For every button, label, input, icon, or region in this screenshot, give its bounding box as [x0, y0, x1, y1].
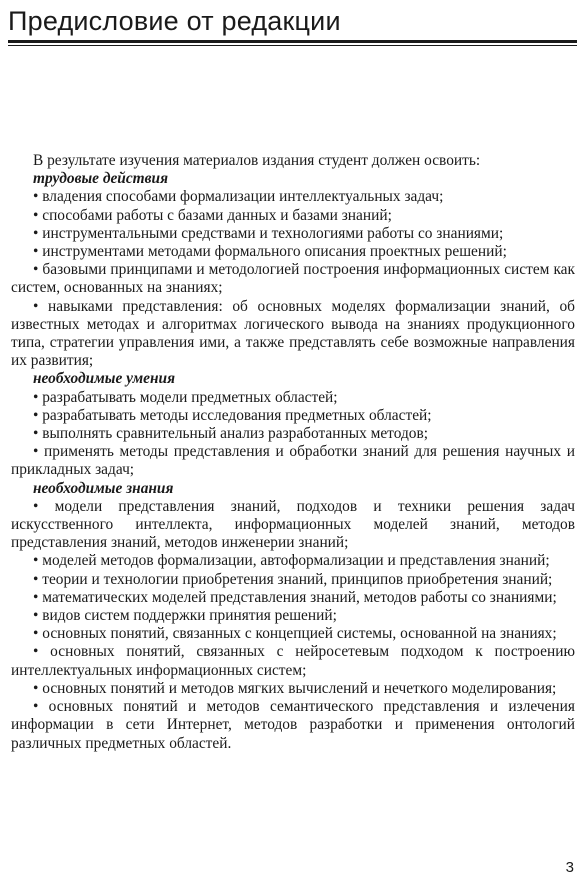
body-text — [11, 152, 575, 753]
intro-paragraph: В результате изучения материалов издания студент должен освоить: — [33, 152, 481, 169]
list-item: • способами работы с базами данных и базами знаний; — [33, 206, 392, 224]
list-item: • теории и технологии приобретения знаний, принципов приобретения знаний; — [33, 570, 553, 588]
page-title: Предисловие от редакции — [8, 6, 341, 36]
list-item: • инструментами методами формального описания проектных решений; — [33, 243, 507, 261]
list-item: • основных понятий и методов мягких вычислений и нечеткого моделирования; — [33, 679, 557, 697]
list-item: • модели представления знаний, подходов и техники решения задач искусственного интеллекта, информационных моделей знаний, методов представления знаний, методов инженерии знаний; — [11, 497, 575, 552]
list-item: • разрабатывать модели предметных областей; — [33, 388, 338, 406]
list-item: • навыками представления: об основных моделях формализации знаний, об известных методах и алгоритмах логического вывода на знаниях продукционного типа, стратегии управления ими, а также представлять себе возможные направления их развития; — [11, 297, 575, 370]
list-item: • владения способами формализации интеллектуальных задач; — [33, 188, 444, 206]
section-heading: необходимые знания — [33, 479, 174, 497]
list-item: • выполнять сравнительный анализ разработанных методов; — [33, 425, 429, 443]
list-item: • базовыми принципами и методологией построения информационных систем как систем, основанных на знаниях; — [11, 261, 575, 297]
section-heading: необходимые умения — [33, 370, 175, 388]
list-item: • инструментальными средствами и технологиями работы со знаниями; — [33, 224, 504, 242]
page-number: 3 — [565, 859, 574, 876]
list-item: • основных понятий, связанных с концепцией системы, основанной на знаниях; — [33, 625, 557, 643]
list-item: • основных понятий и методов семантического представления и излечения информации в сети Интернет, методов разработки и применения онтологий различных предметных областей. — [11, 698, 575, 752]
list-item: • применять методы представления и обработки знаний для решения научных и прикладных задач; — [11, 443, 575, 479]
list-item: • моделей методов формализации, автоформализации и представления знаний; — [33, 552, 550, 570]
header-rule-thick — [8, 40, 577, 43]
list-item: • математических моделей представления знаний, методов работы со знаниями; — [33, 588, 557, 606]
section-heading: трудовые действия — [33, 170, 169, 188]
list-item: • видов систем поддержки принятия решений; — [33, 607, 337, 625]
list-item: • основных понятий, связанных с нейросетевым подходом к построению интеллектуальных информационных систем; — [11, 643, 575, 679]
header-rule-thin — [8, 45, 577, 46]
list-item: • разрабатывать методы исследования предметных областей; — [33, 406, 432, 424]
